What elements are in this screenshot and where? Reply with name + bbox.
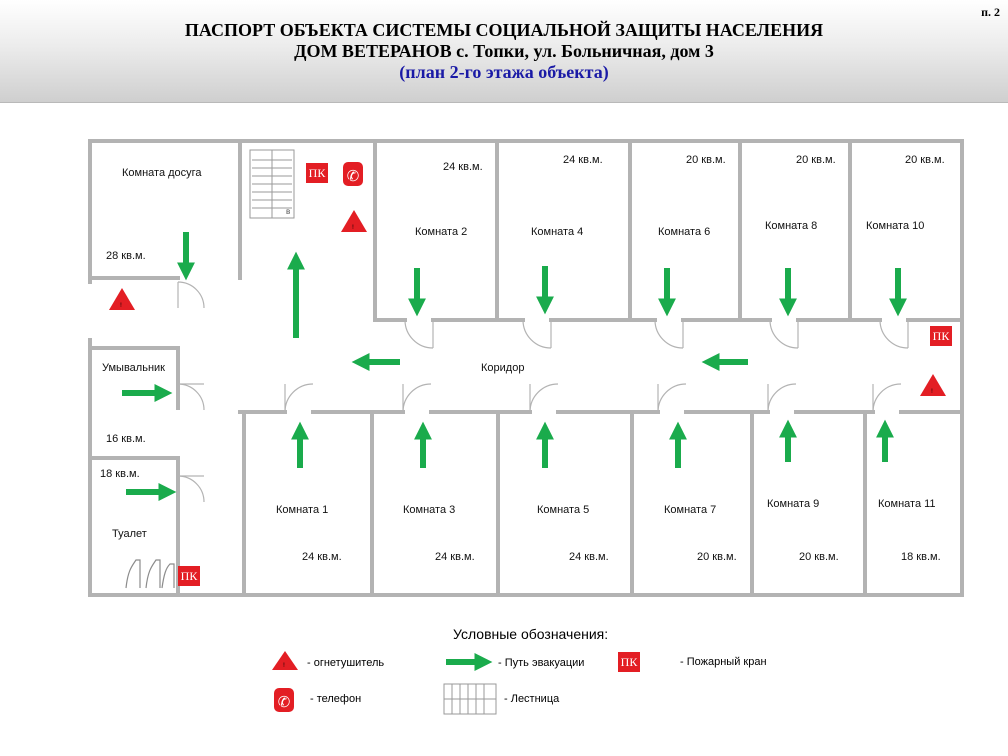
legend-hydrant-icon: ПК — [618, 652, 640, 672]
room-10-area: 20 кв.м. — [905, 154, 945, 166]
svg-text:✆: ✆ — [346, 167, 360, 185]
extinguisher-icon — [920, 374, 946, 396]
extinguisher-mark: ! — [283, 663, 285, 669]
legend-phone: - телефон — [310, 693, 362, 705]
room-7-name: Комната 7 — [664, 504, 717, 516]
room-4-area: 24 кв.м. — [563, 154, 603, 166]
extinguisher-mark: ! — [120, 303, 122, 309]
toilet-fixtures — [126, 560, 174, 588]
room-9-name: Комната 9 — [767, 498, 820, 510]
room-3-name: Комната 3 — [403, 504, 456, 516]
extinguisher-icon — [272, 651, 298, 670]
room-5-area: 24 кв.м. — [569, 551, 609, 563]
room-2-area: 24 кв.м. — [443, 161, 483, 173]
legend-extinguisher: - огнетушитель — [307, 657, 385, 669]
fire-hydrant-icon: ПК — [930, 326, 952, 346]
room-1-name: Комната 1 — [276, 504, 329, 516]
title-line-2: ДОМ ВЕТЕРАНОВ с. Топки, ул. Больничная, дом 3 — [294, 41, 714, 61]
svg-text:✆: ✆ — [277, 693, 291, 711]
room-6-name: Комната 6 — [658, 226, 711, 238]
room-toilet-name: Туалет — [112, 528, 147, 540]
legend-stairs: - Лестница — [504, 693, 560, 705]
evacuation-arrows — [122, 232, 898, 662]
room-11-name: Комната 11 — [878, 498, 936, 510]
room-washroom-name: Умывальник — [102, 362, 165, 374]
extinguisher-icon — [341, 210, 367, 232]
room-2-name: Комната 2 — [415, 226, 468, 238]
room-toilet-area: 18 кв.м. — [100, 468, 140, 480]
extinguishers — [109, 210, 946, 670]
room-6-area: 20 кв.м. — [686, 154, 726, 166]
room-10-name: Комната 10 — [866, 220, 925, 232]
fire-hydrant-icon: ПК — [306, 163, 328, 183]
legend-stairs-icon — [444, 684, 496, 714]
room-7-area: 20 кв.м. — [697, 551, 737, 563]
extinguisher-mark: ! — [931, 389, 933, 395]
room-3-area: 24 кв.м. — [435, 551, 475, 563]
room-1-area: 24 кв.м. — [302, 551, 342, 563]
extinguisher-mark: ! — [352, 225, 354, 231]
page-number: п. 2 — [981, 5, 1000, 19]
room-8-area: 20 кв.м. — [796, 154, 836, 166]
corridor-label: Коридор — [481, 362, 525, 374]
legend-evac-path: - Путь эвакуации — [498, 657, 585, 669]
phones — [274, 162, 363, 712]
legend-hydrant: - Пожарный кран — [680, 656, 767, 668]
fire-hydrant-icon: ПК — [178, 566, 200, 586]
stair-mark: в — [286, 207, 291, 216]
room-leisure-name: Комната досуга — [122, 167, 202, 179]
room-11-area: 18 кв.м. — [901, 551, 941, 563]
room-washroom-area: 16 кв.м. — [106, 433, 146, 445]
title-line-3: (план 2-го этажа объекта) — [399, 62, 609, 82]
room-9-area: 20 кв.м. — [799, 551, 839, 563]
room-4-name: Комната 4 — [531, 226, 584, 238]
room-8-name: Комната 8 — [765, 220, 818, 232]
doors — [178, 282, 908, 502]
walls — [90, 141, 962, 595]
extinguisher-icon — [109, 288, 135, 310]
room-5-name: Комната 5 — [537, 504, 590, 516]
legend-title: Условные обозначения: — [453, 626, 609, 642]
title-line-1: ПАСПОРТ ОБЪЕКТА СИСТЕМЫ СОЦИАЛЬНОЙ ЗАЩИТЫ НАСЕЛЕНИЯ — [184, 20, 824, 40]
room-leisure-area: 28 кв.м. — [106, 250, 146, 262]
